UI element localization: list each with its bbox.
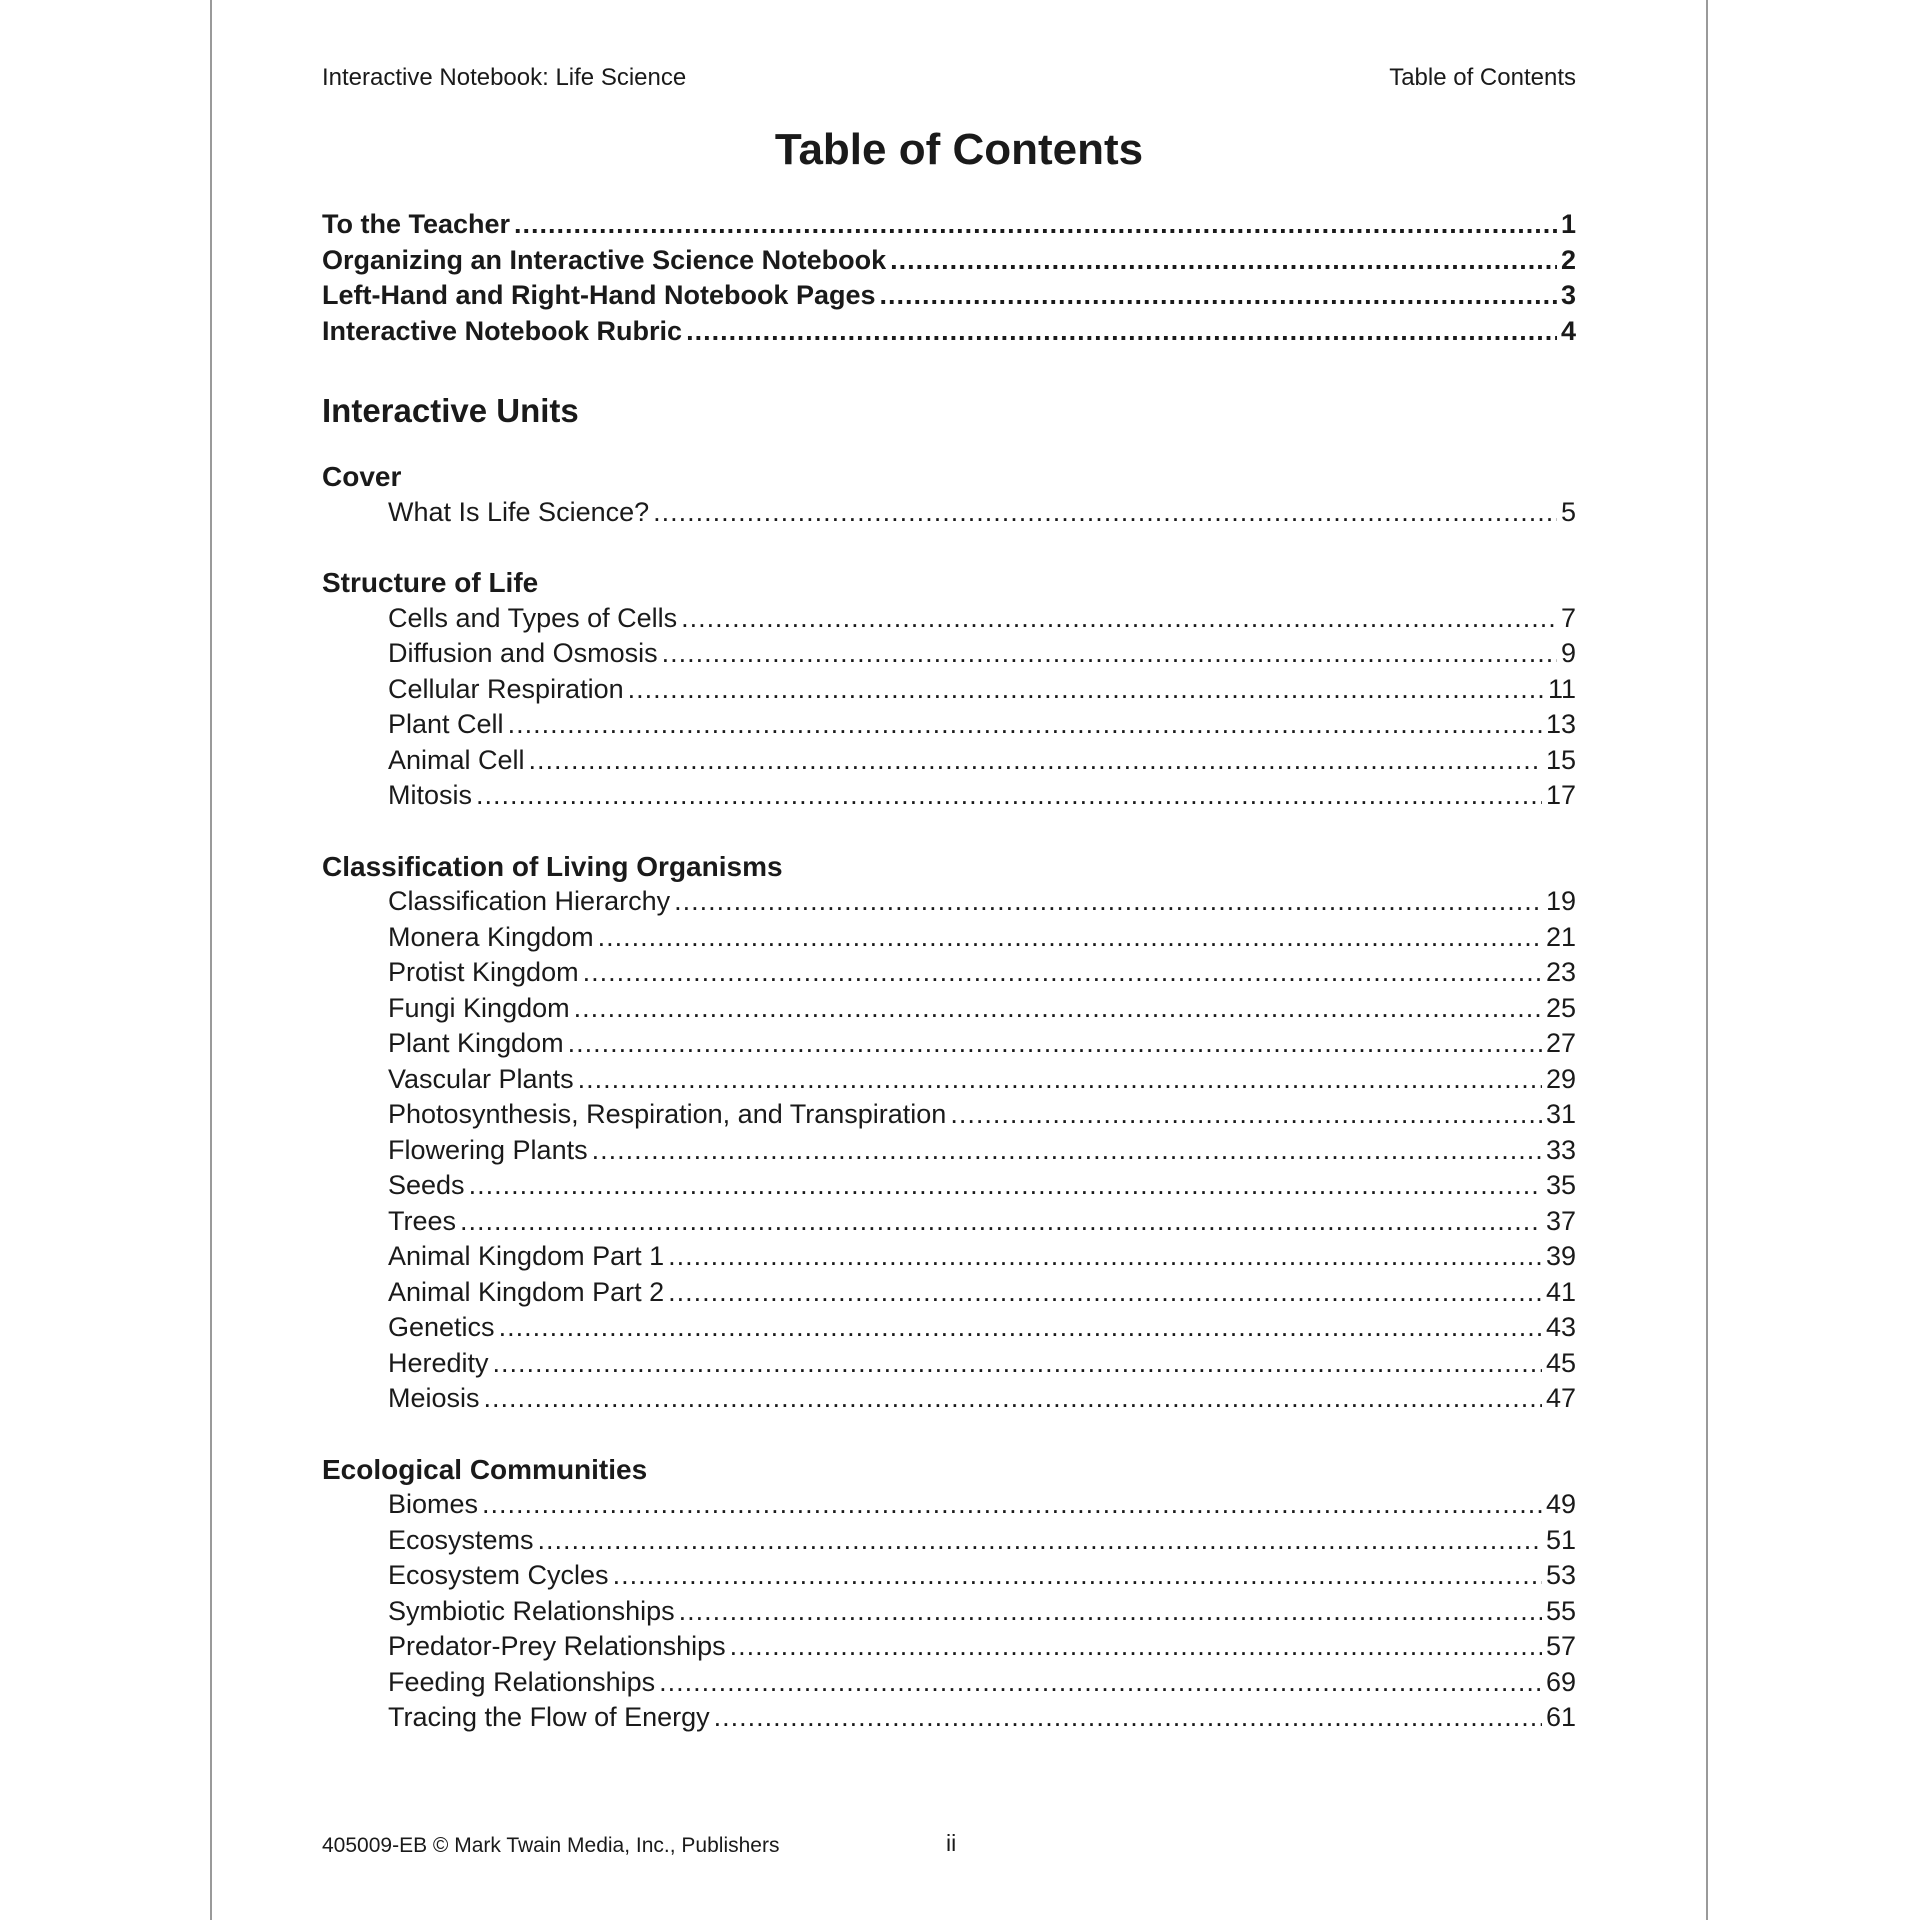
toc-entry-page: 7 <box>1560 602 1576 633</box>
dot-leader <box>508 707 1542 743</box>
toc-entry <box>322 1133 1576 1169</box>
dot-leader <box>583 955 1542 991</box>
toc-entry-label: Vascular Plants <box>388 1063 574 1094</box>
toc-entry <box>322 1381 1576 1417</box>
toc-entry <box>322 1275 1576 1311</box>
toc-entry <box>322 1062 1576 1098</box>
running-header <box>322 64 1576 94</box>
header-book-title: Interactive Notebook: Life Science <box>322 64 687 91</box>
toc-entry-label: Plant Kingdom <box>388 1028 564 1058</box>
dot-leader <box>880 278 1557 314</box>
toc-entry-label: Biomes <box>388 1489 479 1519</box>
toc-entry-page: 15 <box>1545 744 1576 775</box>
toc-entry-page: 35 <box>1545 1170 1576 1200</box>
toc-entry <box>322 278 1576 314</box>
toc-entry <box>322 778 1576 814</box>
toc-entry-page: 53 <box>1545 1560 1576 1590</box>
toc-entry-label: Photosynthesis, Respiration, and Transpiration <box>388 1099 947 1129</box>
dot-leader <box>714 1700 1542 1736</box>
toc-entry-page: 57 <box>1545 1631 1576 1661</box>
dot-leader <box>668 1275 1542 1311</box>
toc-entry-label: Tracing the Flow of Energy <box>388 1702 710 1732</box>
toc-entry-page: 13 <box>1545 709 1576 739</box>
toc-entry <box>322 1168 1576 1204</box>
toc-group-ecological-communities <box>322 1452 1576 1736</box>
toc-entry-page: 21 <box>1545 921 1576 952</box>
toc-group-cover <box>322 459 1576 530</box>
toc-entry-label: Protist Kingdom <box>388 957 579 987</box>
toc-entry-label: Trees <box>388 1205 457 1236</box>
toc-entry-page: 25 <box>1545 992 1576 1023</box>
dot-leader <box>668 1239 1542 1275</box>
toc-entry-page: 31 <box>1545 1099 1576 1129</box>
dot-leader <box>514 207 1557 243</box>
toc-entry-page: 11 <box>1547 673 1576 704</box>
dot-leader <box>460 1204 1542 1240</box>
dot-leader <box>686 314 1557 350</box>
toc-entry-label: Classification Hierarchy <box>388 886 671 916</box>
toc-entry-page: 4 <box>1560 315 1576 346</box>
toc-entry-page: 3 <box>1560 280 1576 310</box>
toc-entry-label: Mitosis <box>388 780 473 810</box>
header-section-title: Table of Contents <box>1389 64 1576 91</box>
toc-entry <box>322 1204 1576 1240</box>
dot-leader <box>598 920 1542 956</box>
group-heading: Classification of Living Organisms <box>322 850 783 882</box>
toc-entry-page: 49 <box>1545 1489 1576 1519</box>
dot-leader <box>628 672 1544 708</box>
toc-entry <box>322 314 1576 350</box>
toc-entry <box>322 672 1576 708</box>
toc-entry-label: Genetics <box>388 1312 495 1342</box>
dot-leader <box>568 1026 1542 1062</box>
page-footer <box>322 1830 1576 1860</box>
toc-entry <box>322 601 1576 637</box>
dot-leader <box>493 1346 1542 1382</box>
toc-entry-label: Organizing an Interactive Science Notebook <box>322 244 887 275</box>
toc-entry-label: Ecosystems <box>388 1524 534 1555</box>
toc-entry-page: 33 <box>1545 1134 1576 1165</box>
toc-entry-label: Diffusion and Osmosis <box>388 638 658 668</box>
toc-entry-label: Flowering Plants <box>388 1134 588 1165</box>
toc-entry-page: 39 <box>1545 1241 1576 1271</box>
toc-entry-label: Heredity <box>388 1347 489 1378</box>
dot-leader <box>482 1487 1542 1523</box>
toc-entry-label: Interactive Notebook Rubric <box>322 315 683 346</box>
toc-entry-label: Predator-Prey Relationships <box>388 1631 726 1661</box>
toc-entry <box>322 707 1576 743</box>
toc-entry-label: Feeding Relationships <box>388 1666 656 1697</box>
toc-entry <box>322 636 1576 672</box>
toc-entry-label: Symbiotic Relationships <box>388 1595 675 1626</box>
page-title: Table of Contents <box>774 125 1144 174</box>
toc-entry <box>322 1487 1576 1523</box>
toc-group-structure-of-life <box>322 565 1576 814</box>
toc-entry <box>322 1097 1576 1133</box>
front-matter-list <box>322 207 1576 349</box>
toc-entry <box>322 1558 1576 1594</box>
toc-entry-page: 1 <box>1560 209 1576 239</box>
toc-entry-page: 29 <box>1545 1063 1576 1094</box>
toc-entry <box>322 920 1576 956</box>
toc-group-classification <box>322 849 1576 1417</box>
toc-entry-page: 37 <box>1545 1205 1576 1236</box>
dot-leader <box>538 1523 1542 1559</box>
toc-entry-label: Seeds <box>388 1170 465 1200</box>
dot-leader <box>730 1629 1542 1665</box>
toc-entry-page: 23 <box>1545 957 1576 987</box>
toc-entry-label: Animal Kingdom Part 1 <box>388 1241 665 1271</box>
toc-entry-page: 27 <box>1545 1028 1576 1058</box>
dot-leader <box>499 1310 1542 1346</box>
dot-leader <box>890 243 1557 279</box>
group-heading: Cover <box>322 461 402 492</box>
dot-leader <box>469 1168 1542 1204</box>
toc-entry-page: 17 <box>1545 780 1576 810</box>
toc-entry <box>322 1346 1576 1382</box>
footer-product-code: 405009-EB © Mark Twain Media, Inc., Publishers <box>322 1834 780 1857</box>
toc-entry <box>322 1700 1576 1736</box>
toc-entry-label: Left-Hand and Right-Hand Notebook Pages <box>322 280 876 310</box>
toc-entry-page: 19 <box>1545 886 1576 916</box>
toc-entry <box>322 743 1576 779</box>
toc-entry <box>322 495 1576 531</box>
toc-entry <box>322 243 1576 279</box>
toc-entry-label: Meiosis <box>388 1383 480 1413</box>
toc-entry <box>322 1523 1576 1559</box>
dot-leader <box>592 1133 1542 1169</box>
dot-leader <box>578 1062 1542 1098</box>
toc-entry-page: 55 <box>1545 1595 1576 1626</box>
toc-entry-page: 45 <box>1545 1347 1576 1378</box>
dot-leader <box>679 1594 1542 1630</box>
table-of-contents <box>322 207 1576 1736</box>
dot-leader <box>662 636 1557 672</box>
toc-entry <box>322 1310 1576 1346</box>
toc-entry-label: Animal Kingdom Part 2 <box>388 1276 665 1307</box>
toc-entry-page: 69 <box>1545 1666 1576 1697</box>
toc-entry-page: 2 <box>1560 244 1576 275</box>
toc-entry <box>322 1629 1576 1665</box>
toc-entry <box>322 1239 1576 1275</box>
toc-entry-label: Fungi Kingdom <box>388 992 570 1023</box>
toc-entry-page: 9 <box>1560 638 1576 668</box>
dot-leader <box>674 884 1542 920</box>
toc-entry-page: 61 <box>1545 1702 1576 1732</box>
toc-entry-label: Cellular Respiration <box>388 673 624 704</box>
toc-entry-label: Animal Cell <box>388 744 525 775</box>
dot-leader <box>950 1097 1542 1133</box>
dot-leader <box>529 743 1542 779</box>
toc-entry-label: What Is Life Science? <box>388 496 650 527</box>
toc-entry-page: 41 <box>1545 1276 1576 1307</box>
toc-entry <box>322 1594 1576 1630</box>
toc-entry-page: 5 <box>1560 496 1576 527</box>
toc-entry-label: Monera Kingdom <box>388 921 594 952</box>
dot-leader <box>476 778 1542 814</box>
toc-entry-label: To the Teacher <box>322 209 511 239</box>
toc-entry-label: Cells and Types of Cells <box>388 602 678 633</box>
units-heading: Interactive Units <box>322 392 579 429</box>
dot-leader <box>659 1665 1542 1701</box>
toc-entry <box>322 955 1576 991</box>
toc-entry-label: Ecosystem Cycles <box>388 1560 609 1590</box>
toc-entry <box>322 991 1576 1027</box>
page-number: ii <box>946 1830 957 1856</box>
toc-entry-label: Plant Cell <box>388 709 504 739</box>
toc-entry <box>322 1026 1576 1062</box>
dot-leader <box>681 601 1557 637</box>
toc-entry <box>322 207 1576 243</box>
dot-leader <box>613 1558 1542 1594</box>
toc-entry-page: 51 <box>1545 1524 1576 1555</box>
group-heading: Structure of Life <box>322 567 539 598</box>
dot-leader <box>484 1381 1542 1417</box>
dot-leader <box>574 991 1542 1027</box>
dot-leader <box>653 495 1557 531</box>
toc-entry-page: 43 <box>1545 1312 1576 1342</box>
group-heading: Ecological Communities <box>322 1453 648 1485</box>
document-page <box>210 0 1708 1920</box>
toc-entry <box>322 884 1576 920</box>
toc-entry <box>322 1665 1576 1701</box>
toc-entry-page: 47 <box>1545 1383 1576 1413</box>
